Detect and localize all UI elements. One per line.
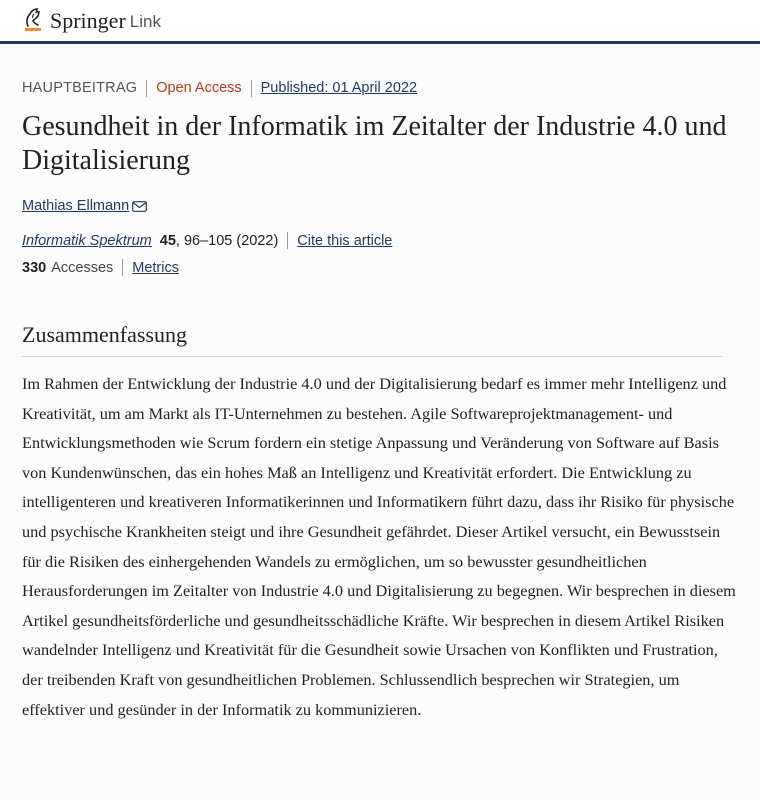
abstract-text: Im Rahmen der Entwicklung der Industrie 4.0 und der Digitalisierung bedarf es immer mehr Intelligenz und Kreativität, um am Markt als IT-Unternehmen zu bestehen. Agile Softwareprojektmanagement- und Entwicklungsmethoden wie Scrum fordern ein stetige Anpassung und Veränderung von Software auf Basis von Kundenwünschen, das ein hohes Maß an Intelligenz und Kreativität erfordert. Die Entwicklung zu intelligenteren und kreativeren Informatikerinnen und Informatikern führt dazu, dass ihr Risiko für physische und psychische Krankheiten steigt und ihre Gesundheit gefährdet. Dieser Artikel versucht, ein Bewusstsein für die Risiken des einhergehenden Wandels zu ermöglichen, um so bewusster gesundheitlichen Herausforderungen im Zeitalter von Industrie 4.0 und Digitalisierung zu begegnen. Wir besprechen in diesem Artikel gesundheitsförderliche und gesundheitsschädliche Kräfte. Wir besprechen in diesem Artikel Risiken wandelnder Intelligenz und Kreativität für die Gesundheit sowie Ursachen von Konflikten und Frustration, der treibenden Kraft von gesundheitlichen Problemen. Schlussendlich besprechen wir Strategien, um effektiver und gesünder in der Informatik zu kommunizieren. bbox=[22, 374, 736, 719]
article-type: HAUPTBEITRAG bbox=[22, 80, 138, 96]
divider bbox=[287, 232, 288, 249]
accesses-info bbox=[22, 259, 738, 276]
author-list bbox=[22, 198, 738, 214]
author-link[interactable]: Mathias Ellmann bbox=[22, 198, 130, 214]
abstract-heading: Zusammenfassung bbox=[22, 322, 722, 357]
page-title: Gesundheit in der Informatik im Zeitalter der Industrie 4.0 und Digitalisierung bbox=[22, 111, 727, 176]
journal-link[interactable]: Informatik Spektrum bbox=[22, 232, 152, 249]
divider bbox=[146, 80, 147, 97]
pages-year: , 96–105 (2022) bbox=[175, 232, 279, 249]
cite-article-link[interactable]: Cite this article bbox=[297, 232, 393, 249]
published-date-link[interactable]: Published: 01 April 2022 bbox=[260, 80, 418, 96]
accesses-count: 330 bbox=[22, 259, 47, 276]
metrics-link[interactable]: Metrics bbox=[132, 259, 179, 276]
mail-icon[interactable] bbox=[132, 201, 147, 212]
divider bbox=[122, 259, 123, 276]
journal-info bbox=[22, 232, 738, 249]
volume-number: 45 bbox=[159, 232, 176, 249]
divider bbox=[251, 80, 252, 97]
springer-link-logo[interactable] bbox=[22, 8, 161, 34]
open-access-badge: Open Access bbox=[156, 80, 242, 96]
brand-sub: Link bbox=[129, 11, 161, 31]
article-meta bbox=[22, 79, 738, 97]
springer-horse-icon bbox=[22, 6, 44, 32]
site-header bbox=[0, 0, 760, 44]
article-main bbox=[0, 79, 760, 724]
accesses-label: Accesses bbox=[51, 259, 114, 276]
brand-main: Springer bbox=[50, 7, 126, 33]
